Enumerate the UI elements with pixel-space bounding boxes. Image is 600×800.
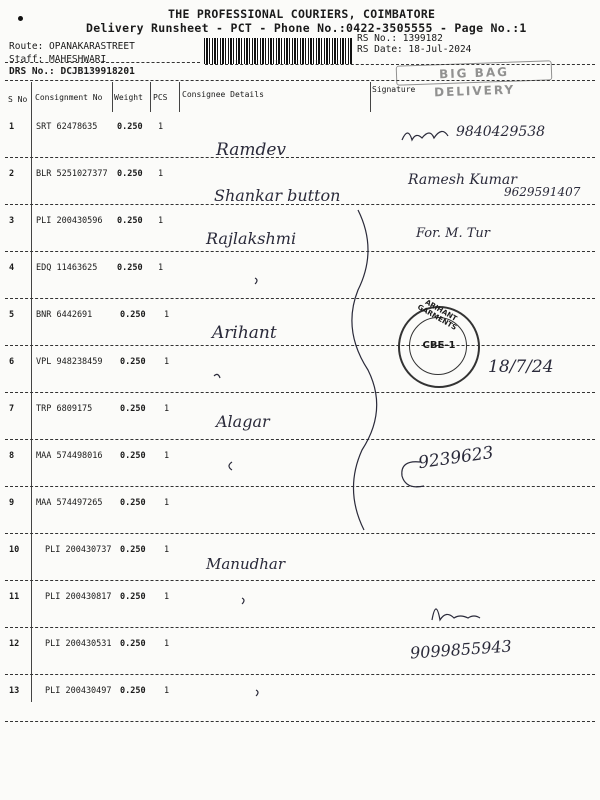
row-consignment: PLI 200430817 — [45, 592, 112, 602]
row-pcs: 1 — [164, 451, 170, 461]
col-weight: Weight — [114, 93, 143, 102]
row-weight: 0.250 — [120, 451, 146, 461]
col-consignment: Consignment No — [35, 93, 103, 102]
row-sno: 7 — [9, 404, 15, 414]
c-mark-9 — [402, 462, 424, 487]
seal-top-text: ARIHANT GARMENTS — [415, 298, 459, 332]
row-sno: 3 — [9, 216, 15, 226]
col-sno: S No — [8, 95, 28, 104]
col-pcs: PCS — [153, 93, 168, 102]
check-mark-11 — [242, 598, 244, 604]
row-pcs: 1 — [164, 404, 170, 414]
phone-row-12: 9099855943 — [409, 636, 513, 663]
check-mark-8 — [229, 462, 232, 470]
big-bag-stamp: BIG BAG DELIVERY — [396, 60, 553, 85]
col-consignee: Consignee Details — [182, 90, 264, 99]
row-sno: 10 — [9, 545, 20, 555]
consignee-handwriting-3: Rajlakshmi — [206, 229, 297, 248]
signature-phone-2: 9629591407 — [504, 185, 581, 199]
check-mark-4 — [255, 278, 257, 284]
rs-date: RS Date: 18-Jul-2024 — [357, 44, 472, 55]
row-consignment: TRP 6809175 — [36, 404, 93, 414]
row-consignment: PLI 200430531 — [45, 639, 112, 649]
row-consignment: MAA 574498016 — [36, 451, 103, 461]
row-pcs: 1 — [158, 169, 164, 179]
row-consignment: EDQ 11463625 — [36, 263, 98, 273]
row-pcs: 1 — [164, 357, 170, 367]
row-pcs: 1 — [164, 686, 170, 696]
scribble-1 — [402, 131, 448, 140]
row-sno: 5 — [9, 310, 15, 320]
row-consignment: MAA 574497265 — [36, 498, 103, 508]
col-signature: Signature — [372, 85, 416, 94]
row-weight: 0.250 — [120, 592, 146, 602]
row-weight: 0.250 — [120, 357, 146, 367]
staff-label: Staff: MAHESHWARI — [9, 54, 107, 65]
consignee-handwriting-7: Alagar — [216, 412, 270, 431]
consignee-handwriting-5: Arihant — [212, 323, 277, 343]
row-weight: 0.250 — [120, 639, 146, 649]
row-pcs: 1 — [158, 122, 164, 132]
check-mark-6 — [214, 374, 220, 378]
row-weight: 0.250 — [117, 169, 143, 179]
scribble-12 — [432, 609, 480, 620]
row-weight: 0.250 — [117, 122, 143, 132]
runsheet-title: Delivery Runsheet - PCT - Phone No.:0422-3505555 - Page No.:1 — [86, 21, 527, 35]
row-weight: 0.250 — [120, 686, 146, 696]
row-consignment: BNR 6442691 — [36, 310, 93, 320]
row-weight: 0.250 — [120, 310, 146, 320]
consignee-handwriting-2: Shankar button — [214, 186, 341, 205]
row-pcs: 1 — [158, 216, 164, 226]
row-sno: 11 — [9, 592, 20, 602]
row-sno: 13 — [9, 686, 20, 696]
row-consignment: BLR 5251027377 — [36, 169, 108, 179]
row-sno: 6 — [9, 357, 15, 367]
row-pcs: 1 — [164, 639, 170, 649]
route-label: Route: OPANAKARASTREET — [9, 41, 135, 52]
row-pcs: 1 — [158, 263, 164, 273]
row-sno: 9 — [9, 498, 15, 508]
signature-name-2: Ramesh Kumar — [408, 172, 517, 188]
arihant-garments-seal — [398, 298, 480, 388]
bracket-line — [352, 210, 377, 530]
row-weight: 0.250 — [120, 498, 146, 508]
signature-phone-1: 9840429538 — [456, 124, 546, 140]
row-consignment: PLI 200430497 — [45, 686, 112, 696]
drs-label: DRS No.: DCJB139918201 — [9, 66, 135, 77]
date-note: 18/7/24 — [488, 357, 554, 377]
signature-3: For. M. Tur — [416, 226, 491, 241]
row-weight: 0.250 — [117, 216, 143, 226]
consignee-handwriting-10: Manudhar — [206, 555, 285, 573]
row-weight: 0.250 — [117, 263, 143, 273]
row-pcs: 1 — [164, 310, 170, 320]
row-consignment: PLI 200430596 — [36, 216, 103, 226]
row-pcs: 1 — [164, 592, 170, 602]
rs-no: RS No.: 1399182 — [357, 33, 443, 44]
row-pcs: 1 — [164, 498, 170, 508]
row-consignment: PLI 200430737 — [45, 545, 112, 555]
check-mark-13 — [256, 690, 258, 696]
company-title: THE PROFESSIONAL COURIERS, COIMBATORE — [168, 7, 436, 21]
row-sno: 12 — [9, 639, 20, 649]
row-sno: 1 — [9, 122, 15, 132]
seal-center-text: CBE-1 — [422, 340, 456, 351]
row-sno: 8 — [9, 451, 15, 461]
phone-row-9: 9239623 — [416, 442, 495, 474]
row-pcs: 1 — [164, 545, 170, 555]
row-consignment: SRT 62478635 — [36, 122, 98, 132]
row-weight: 0.250 — [120, 545, 146, 555]
consignee-handwriting-1: Ramdev — [216, 140, 286, 160]
row-consignment: VPL 948238459 — [36, 357, 103, 367]
row-sno: 2 — [9, 169, 15, 179]
row-weight: 0.250 — [120, 404, 146, 414]
row-sno: 4 — [9, 263, 15, 273]
